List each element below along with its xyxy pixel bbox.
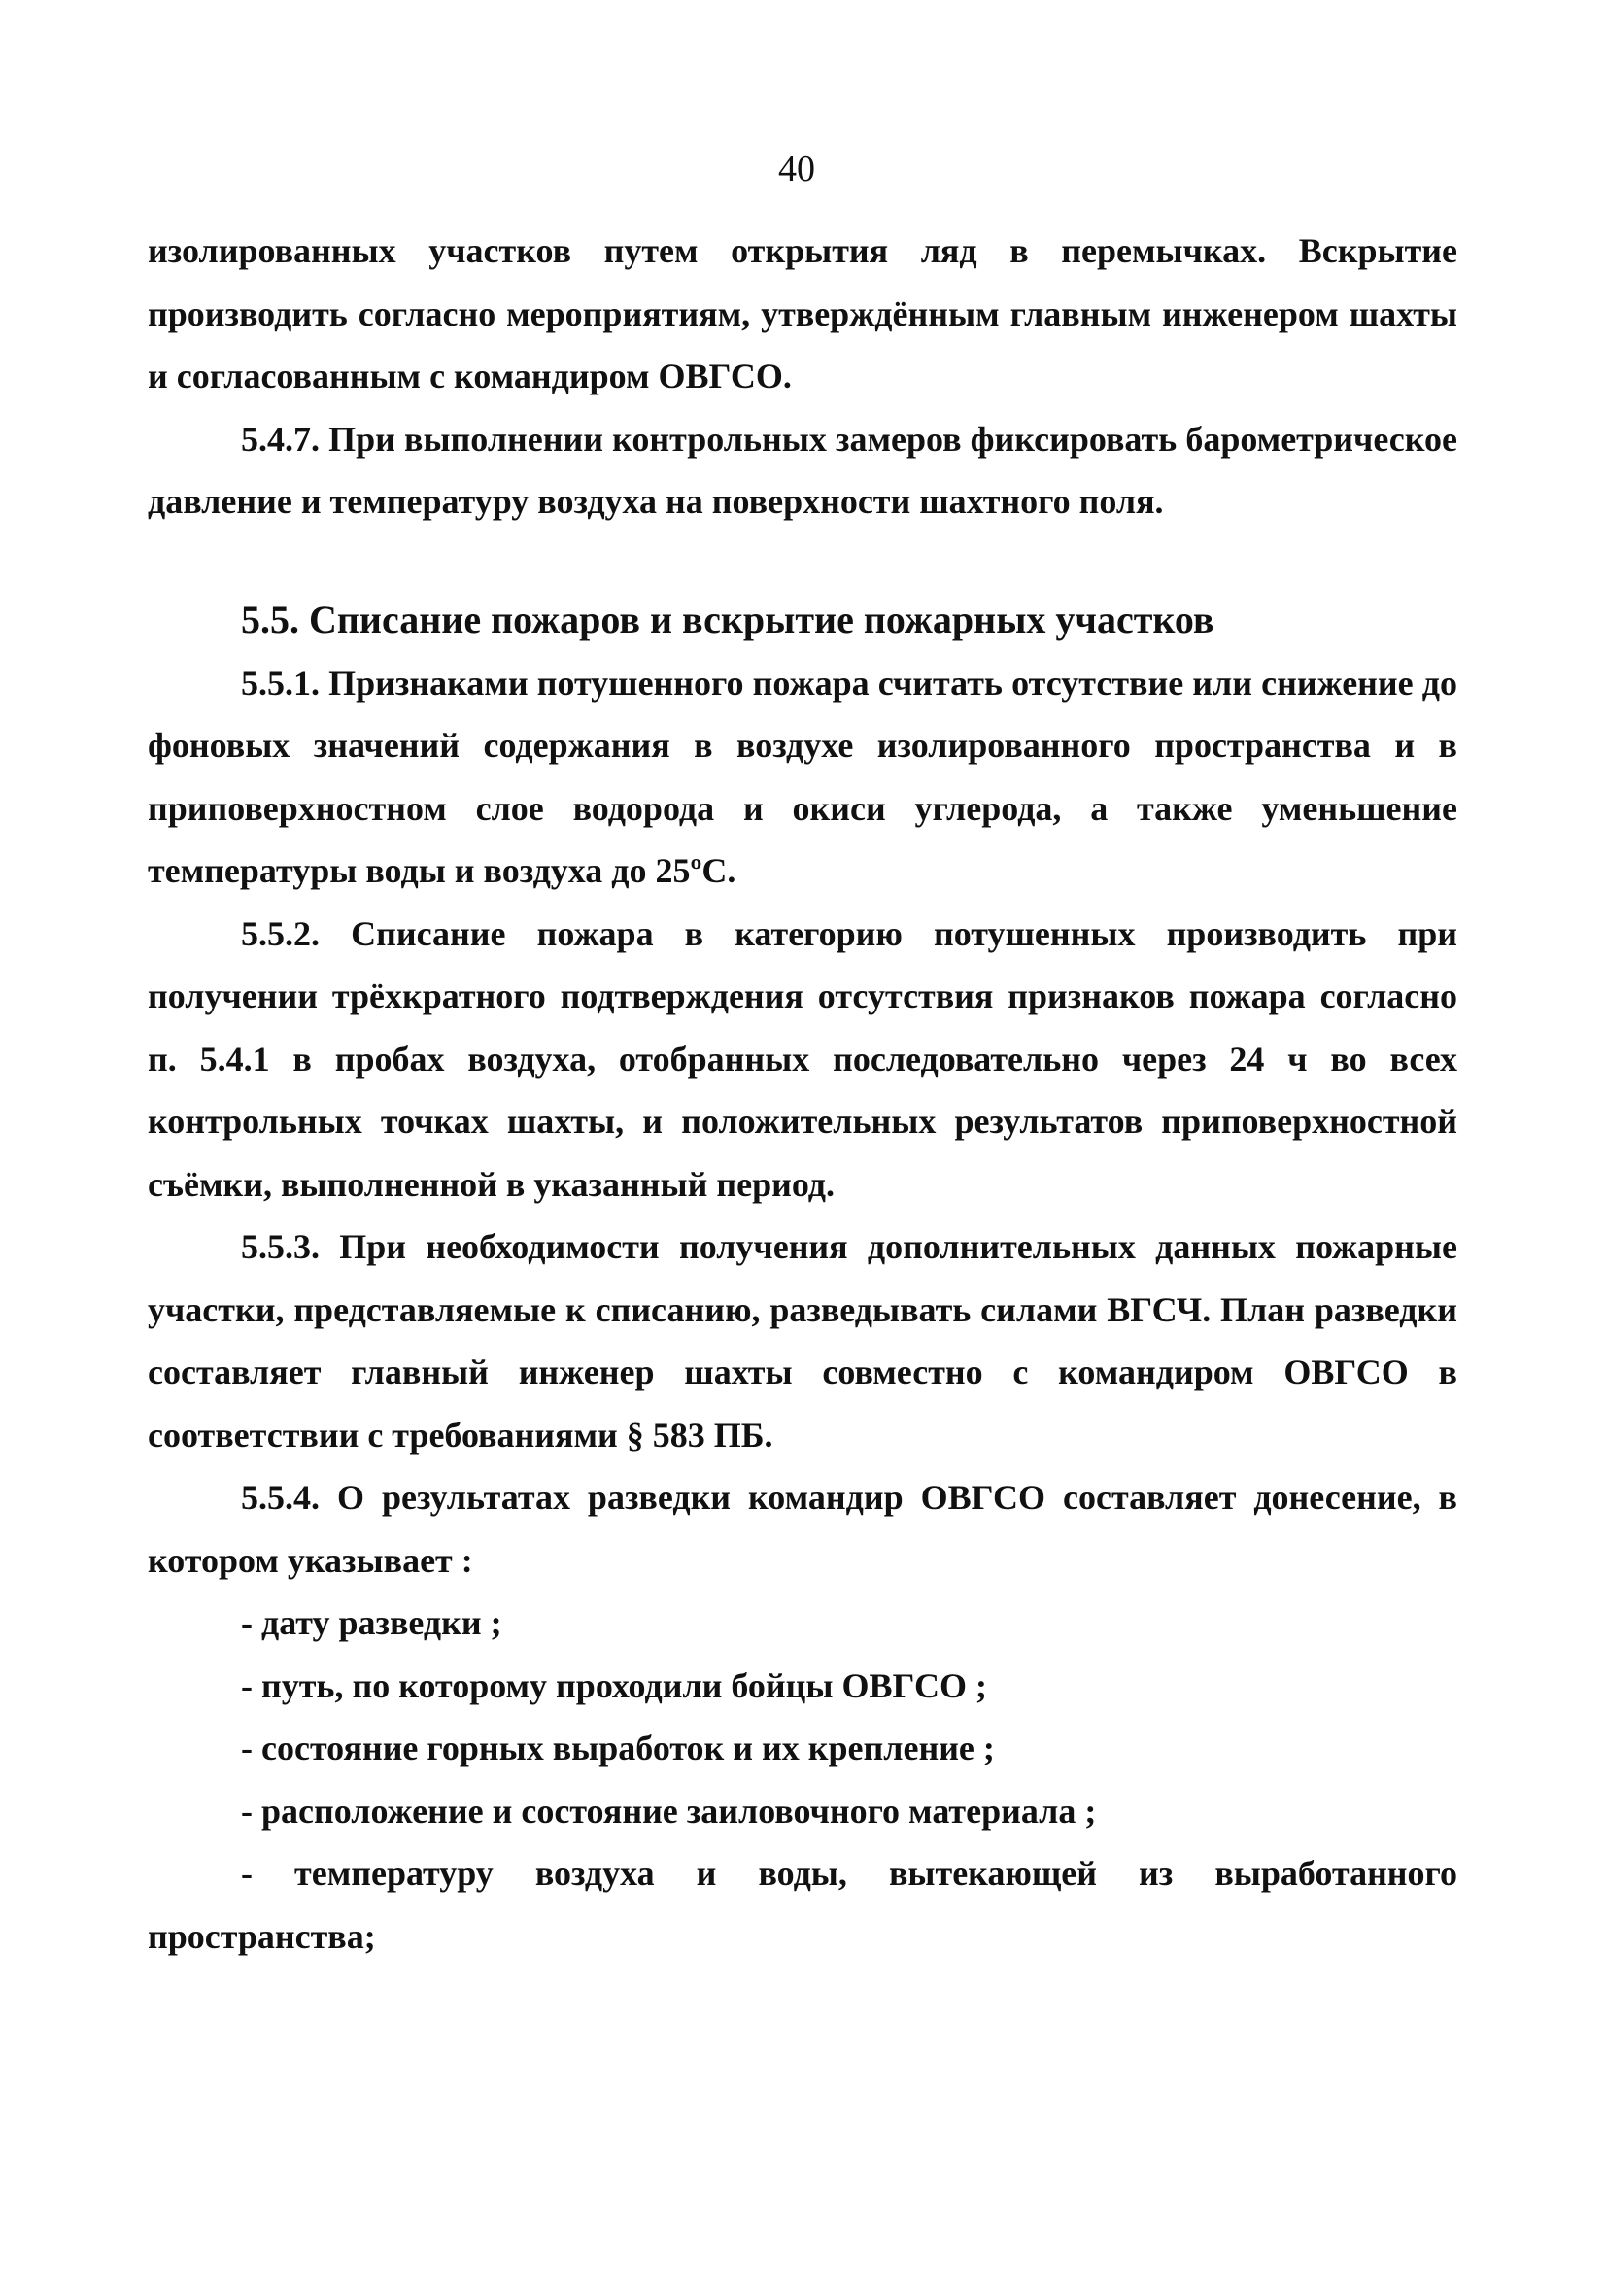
section-heading-5-5: 5.5. Списание пожаров и вскрытие пожарных участков [241, 597, 1214, 641]
list-item: - дату разведки ; [241, 1603, 502, 1642]
page-number: 40 [778, 149, 815, 189]
paragraph-5-5-2: 5.5.2. Списание пожара в категорию потушенных производить при получении трёхкратного подтверждения отсутствия признаков пожара согласно п. 5.4.1 в пробах воздуха, отобранных последовательно через 24 ч во всех контрольных точках шахты, и положительных результатов приповерхностной съёмки, выполненной в указанный период. [148, 913, 1457, 1204]
list-item: - расположение и состояние заиловочного материала ; [241, 1791, 1097, 1831]
list-item: - состояние горных выработок и их крепление ; [241, 1729, 995, 1767]
list-item: - температуру воздуха и воды, вытекающей из выработанного пространства; [148, 1854, 1457, 1956]
paragraph-5-5-3: 5.5.3. При необходимости получения дополнительных данных пожарные участки, представляемые к списанию, разведывать силами ВГСЧ. План разведки составляет главный инженер шахты совместно с командиром ОВГСО в соответствии с требованиями § 583 ПБ. [148, 1227, 1457, 1455]
paragraph-5-4-7: 5.4.7. При выполнении контрольных замеров фиксировать барометрическое давление и температуру воздуха на поверхности шахтного поля. [148, 419, 1457, 521]
paragraph-5-5-4: 5.5.4. О результатах разведки командир ОВГСО составляет донесение, в котором указывает : [148, 1478, 1457, 1580]
paragraph-5-5-1: 5.5.1. Признаками потушенного пожара считать отсутствие или снижение до фоновых значений содержания в воздухе изолированного пространства и в приповерхностном слое водорода и окиси углерода, а также уменьшение температуры воды и воздуха до 25ºС. [148, 663, 1457, 890]
list-item: - путь, по которому проходили бойцы ОВГСО ; [241, 1665, 987, 1705]
paragraph-continuation: изолированных участков путем открытия ляд в перемычках. Вскрытие производить согласно мероприятиям, утверждённым главным инженером шахты и согласованным с командиром ОВГСО. [148, 231, 1457, 395]
report-items-list [148, 1592, 1457, 1968]
document-body [148, 220, 1457, 1968]
